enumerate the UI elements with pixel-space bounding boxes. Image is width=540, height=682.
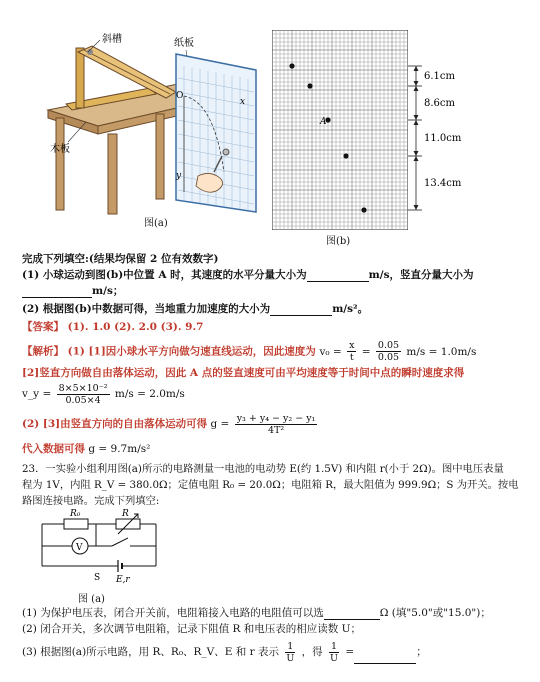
point-a-label: A: [320, 117, 327, 127]
blank-g[interactable]: [270, 315, 332, 316]
figure-a-caption: 图(a): [144, 218, 168, 229]
circuit-label-r0: R₀: [70, 509, 81, 519]
resistor-r0: [64, 519, 88, 529]
instruction: 完成下列填空:(结果均保留 2 位有效数字): [22, 253, 219, 265]
analysis-4: 代入数据可得 g = 9.7m/s²: [22, 443, 151, 455]
q23-part1: (1) 为保护电压表，闭合开关前，电阻箱接入电路的电阻值可以选 Ω (填"5.0"或"15.0")；: [22, 607, 491, 619]
question-2: (2) 根据图(b)中数据可得，当地重力加速度的大小为 m/s²。: [22, 303, 369, 315]
question-1-cont: m/s；: [22, 284, 123, 298]
q23-part3: (3) 根据图(a)所示电路，用 R、R₀、R_V、E 和 r 表示 $\frac{1}{U}$ ，得 $\frac{1}{U}$ = ；: [22, 640, 427, 664]
label-y-axis: y: [176, 171, 182, 181]
trajectory-point-4: [343, 153, 348, 158]
label-origin: O: [176, 91, 184, 101]
label-paper: 纸板: [174, 38, 194, 49]
figure-a-apparatus: [38, 22, 270, 227]
problem-23-line3: 路图连接电路。完成下列填空:: [22, 495, 160, 507]
figure-b-dimensions: [408, 30, 488, 230]
circuit-caption: 图 (a): [78, 594, 105, 605]
circuit-label-r: R: [122, 509, 129, 519]
distance-label-1: 6.1cm: [424, 71, 455, 82]
blank-vx[interactable]: [307, 281, 369, 282]
analysis-1: 【解析】 (1) [1]因小球水平方向做匀速直线运动，因此速度为 v₀ = $\frac{x}{t}$ = $\frac{0.05}{0.05}$ m/s = 1.0m/s: [22, 340, 477, 363]
problem-23-line1: 23．一实验小组利用图(a)所示的电路测量一电池的电动势 E(约 1.5V) 和内阻 r(小于 2Ω)。图中电压表量: [22, 463, 504, 475]
blank-formula[interactable]: [354, 663, 416, 664]
trajectory-point-2: [307, 83, 312, 88]
trajectory-point-5: [361, 207, 366, 212]
label-chute: 斜槽: [102, 34, 122, 45]
blank-resistance[interactable]: [324, 619, 380, 620]
blank-vy[interactable]: [22, 297, 92, 298]
distance-label-3: 11.0cm: [424, 133, 462, 144]
trajectory-point-1: [289, 63, 294, 68]
question-1: (1) 小球运动到图(b)中位置 A 时，其速度的水平分量大小为 m/s，竖直分量大小为: [22, 269, 474, 281]
label-board: 木板: [50, 144, 70, 155]
answer: 【答案】 (1). 1.0 (2). 2.0 (3). 9.7: [22, 321, 204, 333]
distance-label-4: 13.4cm: [424, 178, 462, 189]
circuit-diagram: [34, 508, 164, 590]
analysis-2: [2]竖直方向做自由落体运动，因此 A 点的竖直速度可由平均速度等于时间中点的瞬时速度求得: [22, 367, 465, 379]
label-x-axis: x: [240, 97, 246, 107]
problem-23-line2: 程为 1V，内阻 R_V = 380.0Ω；定值电阻 R₀ = 20.0Ω；电阻箱 R，最大阻值为 999.9Ω；S 为开关。按电: [22, 479, 519, 491]
circuit-label-v: V: [76, 543, 83, 553]
distance-label-2: 8.6cm: [424, 98, 455, 109]
circuit-label-er: E,r: [116, 575, 130, 585]
q23-part2: (2) 闭合开关，多次调节电阻箱，记录下阻值 R 和电压表的相应读数 U；: [22, 623, 361, 635]
analysis-3: (2) [3]由竖直方向的自由落体运动可得 g = $\frac{\text{y₃ + y₄ − y₂ − y₁}}{\text{4T²}}$: [22, 412, 316, 436]
figure-b-grid: [272, 30, 408, 230]
circuit-label-s: S: [94, 573, 101, 583]
figure-b-caption: 图(b): [326, 236, 351, 247]
vy-formula: v_y = $\frac{\text{8×5×10⁻²}}{0.05\times 4}$ m/s = 2.0m/s: [22, 382, 185, 406]
